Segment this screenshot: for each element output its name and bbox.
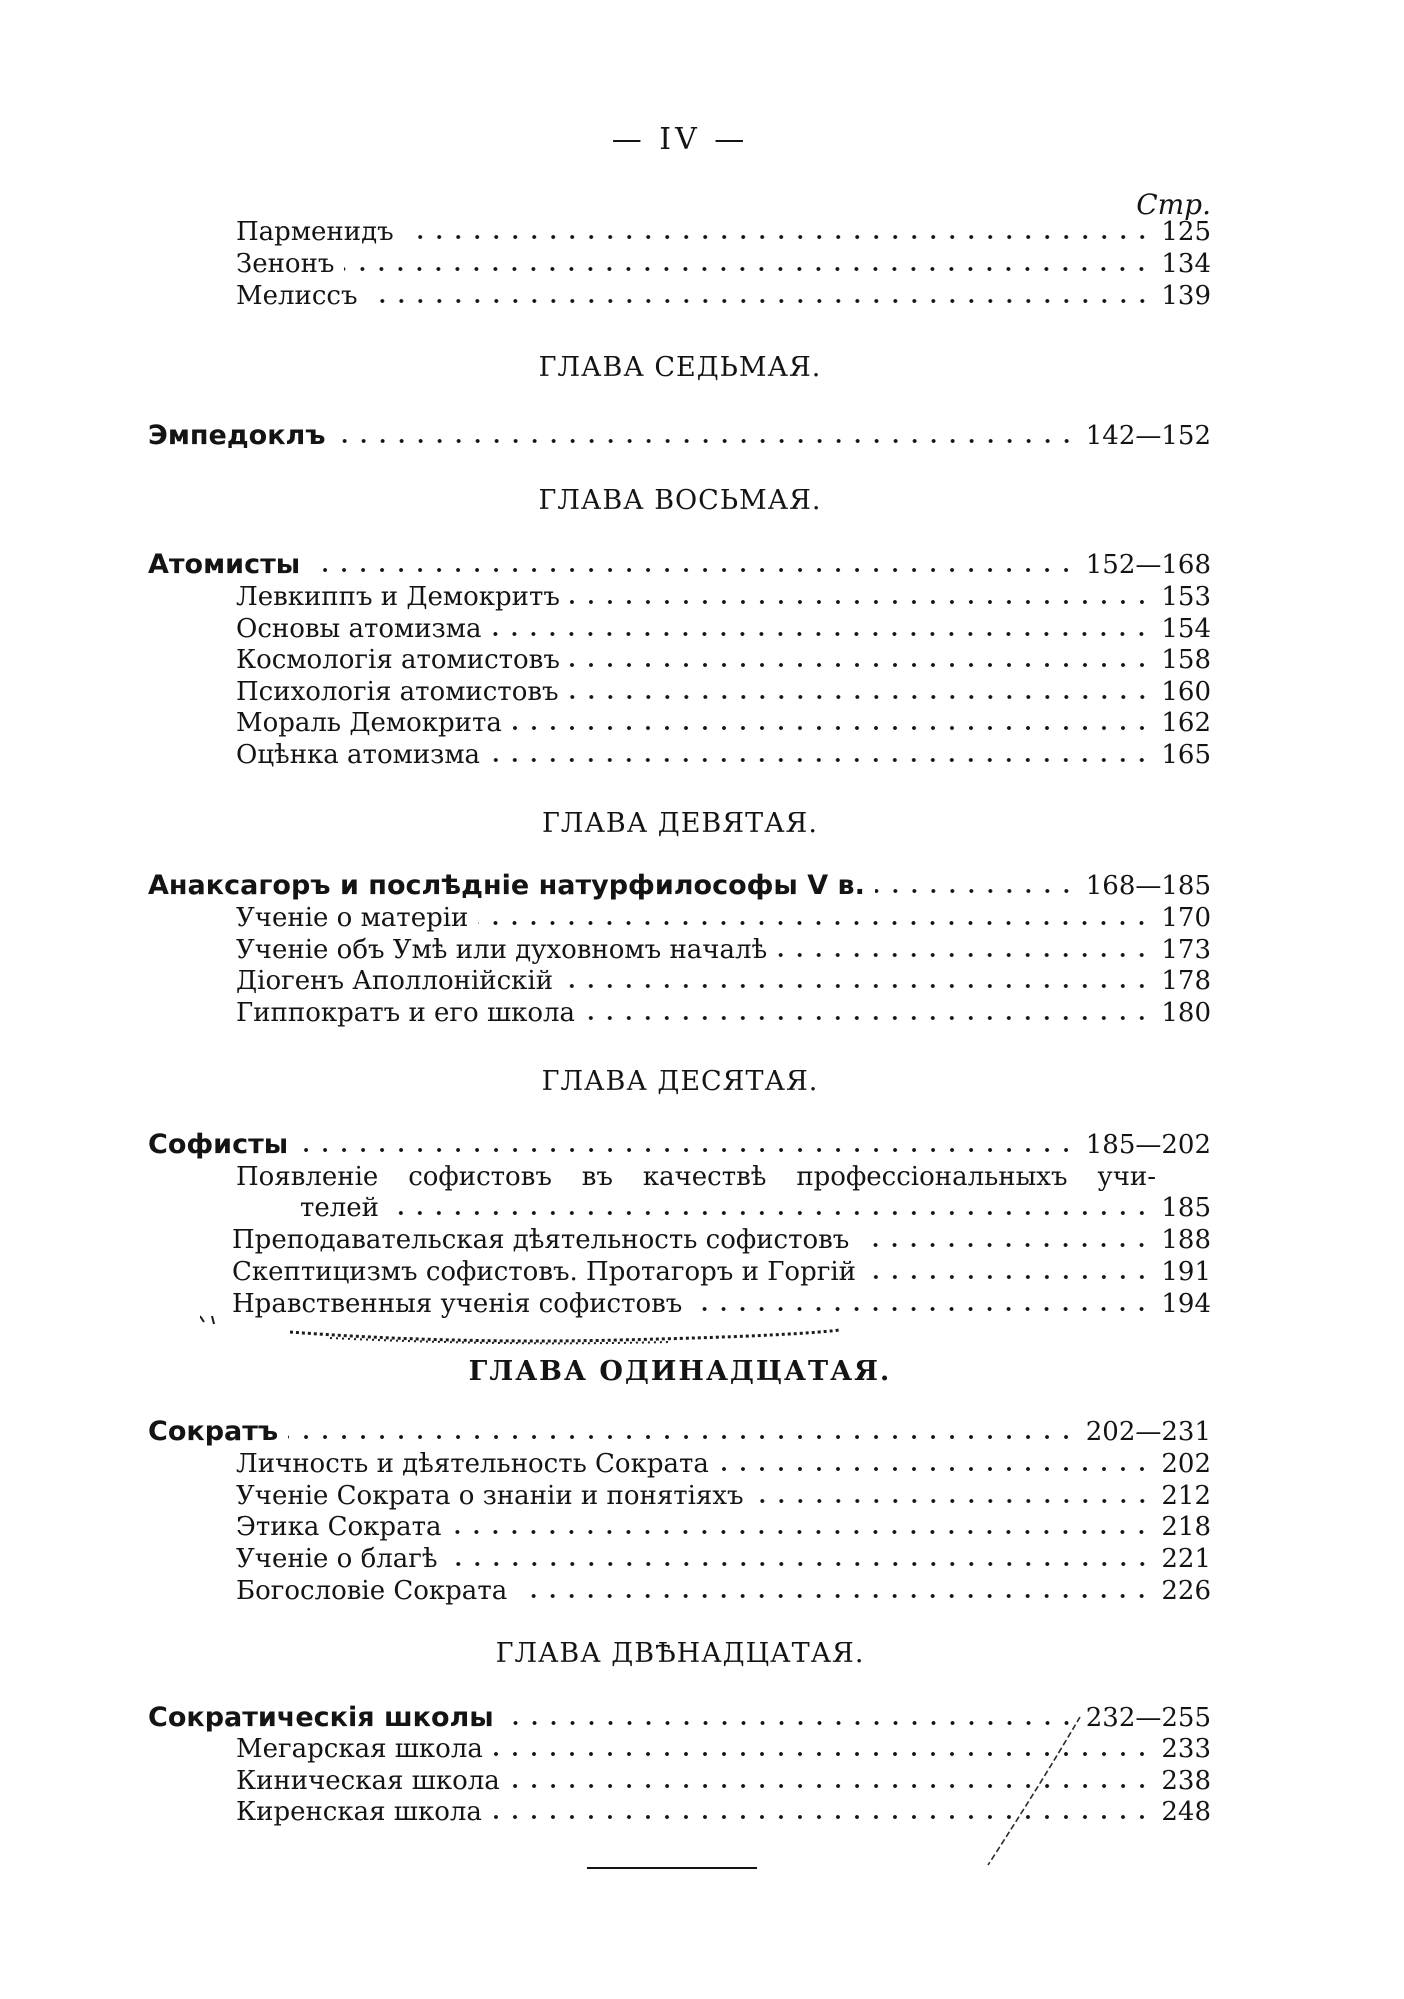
- toc-entry[interactable]: [236, 278, 1211, 312]
- toc-entry-page: 154: [1161, 614, 1211, 644]
- dot-leader: [754, 1499, 1152, 1503]
- toc-entry-page: 165: [1161, 740, 1211, 770]
- dot-leader: [491, 632, 1151, 636]
- dot-leader: [517, 1594, 1151, 1598]
- toc-entry-page: 188: [1161, 1225, 1211, 1255]
- toc-entry-page: 232—255: [1085, 1703, 1211, 1733]
- toc-entry-title: Ученіе о благѣ: [236, 1544, 438, 1574]
- toc-entry-title: Мораль Демокрита: [236, 708, 502, 738]
- toc-entry-page: 142—152: [1085, 421, 1211, 451]
- dot-leader: [859, 1243, 1151, 1247]
- toc-entry-page: 194: [1161, 1289, 1211, 1319]
- toc-main-entry[interactable]: [148, 868, 1211, 902]
- toc-entry[interactable]: [232, 1254, 1211, 1288]
- toc-entry-title: Ученіе о матеріи: [236, 903, 469, 933]
- toc-entry-title: Софисты: [148, 1129, 289, 1160]
- toc-entry-title: телей: [300, 1193, 380, 1223]
- toc-entry-page: 191: [1161, 1257, 1211, 1287]
- chapter-heading: ГЛАВА ДЕСЯТАЯ.: [541, 1066, 819, 1097]
- toc-entry-title: Сократическія школы: [148, 1702, 494, 1733]
- scan-smear: [200, 1310, 880, 1350]
- toc-entry-title: Зенонъ: [236, 249, 335, 279]
- toc-entry[interactable]: [236, 1478, 1211, 1512]
- toc-entry-page: 218: [1161, 1512, 1211, 1542]
- chapter-heading: ГЛАВА СЕДЬМАЯ.: [538, 352, 822, 383]
- toc-entry-page: 233: [1161, 1734, 1211, 1764]
- toc-entry-page: 162: [1161, 708, 1211, 738]
- toc-entry-page: 158: [1161, 645, 1211, 675]
- chapter-heading: ГЛАВА ДЕВЯТАЯ.: [542, 808, 818, 839]
- dot-leader: [310, 568, 1076, 572]
- toc-entry-page: 139: [1161, 281, 1211, 311]
- dot-leader: [344, 267, 1151, 271]
- toc-entry-page: 185—202: [1085, 1130, 1211, 1160]
- toc-entry-title: Преподавательская дѣятельность софистовъ: [232, 1225, 850, 1255]
- toc-entry-title: Ученіе Сократа о знаніи и понятіяхъ: [236, 1481, 744, 1511]
- toc-main-entry[interactable]: [148, 1127, 1211, 1161]
- toc-entry[interactable]: [236, 611, 1211, 645]
- toc-entry-title: Богословіе Сократа: [236, 1576, 508, 1606]
- toc-entry-page: 170: [1161, 903, 1211, 933]
- toc-entry-title: Скептицизмъ софистовъ. Протагоръ и Горгій: [232, 1257, 856, 1287]
- toc-entry[interactable]: [236, 674, 1211, 708]
- toc-entry[interactable]: [236, 737, 1211, 771]
- toc-entry[interactable]: [300, 1190, 1211, 1224]
- toc-entry-page: 180: [1161, 998, 1211, 1028]
- toc-entry-title: Основы атомизма: [236, 614, 482, 644]
- toc-entry-title: Ученіе объ Умѣ или духовномъ началѣ: [236, 935, 768, 965]
- dot-leader: [448, 1562, 1152, 1566]
- toc-entry-page: 202—231: [1085, 1417, 1211, 1447]
- toc-main-entry[interactable]: [148, 418, 1211, 452]
- dot-leader: [866, 1275, 1151, 1279]
- toc-entry-page: 221: [1161, 1544, 1211, 1574]
- toc-entry-page: 168—185: [1085, 871, 1211, 901]
- dot-leader: [490, 758, 1151, 762]
- toc-main-entry[interactable]: [148, 1414, 1211, 1448]
- toc-entry-title: Космологія атомистовъ: [236, 645, 560, 675]
- dot-leader: [368, 299, 1152, 303]
- page-column-label: Стр.: [1136, 188, 1211, 221]
- toc-entry-title: Парменидъ: [236, 217, 394, 247]
- toc-entry-wrapped-line: Появленіе софистовъ въ качествѣ профессіональныхъ учи-: [236, 1162, 1156, 1192]
- toc-main-entry[interactable]: [148, 547, 1211, 581]
- chapter-heading: ГЛАВА ВОСЬМАЯ.: [538, 485, 822, 516]
- toc-entry[interactable]: [236, 642, 1211, 676]
- toc-entry-page: 178: [1161, 966, 1211, 996]
- toc-entry[interactable]: [236, 1573, 1211, 1607]
- toc-entry-page: 238: [1161, 1766, 1211, 1796]
- dot-leader: [288, 1435, 1076, 1439]
- dot-leader: [451, 1530, 1151, 1534]
- dot-leader: [875, 889, 1076, 893]
- toc-entry[interactable]: [236, 1541, 1211, 1575]
- toc-entry-page: 173: [1161, 935, 1211, 965]
- chapter-heading: ГЛАВА ДВѢНАДЦАТАЯ.: [495, 1638, 865, 1669]
- toc-entry[interactable]: [236, 963, 1211, 997]
- dot-leader: [585, 1016, 1151, 1020]
- toc-entry-title: Гиппократъ и его школа: [236, 998, 576, 1028]
- toc-entry-title: Левкиппъ и Демокритъ: [236, 582, 560, 612]
- toc-entry-page: 248: [1161, 1797, 1211, 1827]
- toc-entry-title: Эмпедоклъ: [148, 420, 326, 451]
- closing-rule: [587, 1867, 757, 1869]
- toc-entry[interactable]: [236, 214, 1211, 248]
- dot-leader: [298, 1148, 1076, 1152]
- toc-entry[interactable]: [236, 579, 1211, 613]
- chapter-heading: ГЛАВА ОДИНАДЦАТАЯ.: [468, 1356, 892, 1387]
- toc-entry[interactable]: [236, 900, 1211, 934]
- toc-entry-page: 202: [1161, 1449, 1211, 1479]
- toc-entry-page: 212: [1161, 1481, 1211, 1511]
- toc-entry-title: Психологія атомистовъ: [236, 677, 559, 707]
- toc-entry[interactable]: [236, 1509, 1211, 1543]
- toc-entry-page: 152—168: [1085, 550, 1211, 580]
- toc-entry-page: 153: [1161, 582, 1211, 612]
- dot-leader: [570, 600, 1151, 604]
- dot-leader: [336, 439, 1076, 443]
- dot-leader: [563, 984, 1151, 988]
- toc-entry-title: Киническая школа: [236, 1766, 500, 1796]
- dot-leader: [404, 235, 1152, 239]
- toc-entry-title: Оцѣнка атомизма: [236, 740, 481, 770]
- toc-entry-title: Личность и дѣятельность Сократа: [236, 1449, 709, 1479]
- toc-entry-title: Этика Сократа: [236, 1512, 442, 1542]
- toc-entry-title: Атомисты: [148, 549, 301, 580]
- dot-leader: [777, 953, 1151, 957]
- toc-entry-title: Сократъ: [148, 1416, 279, 1447]
- toc-entry-title: Нравственныя ученія софистовъ: [232, 1289, 683, 1319]
- toc-entry-page: 226: [1161, 1576, 1211, 1606]
- dot-leader: [478, 921, 1151, 925]
- toc-entry[interactable]: [232, 1222, 1211, 1256]
- toc-entry-title: Анаксагоръ и послѣдніе натурфилософы V в.: [148, 870, 865, 901]
- dot-leader: [569, 695, 1152, 699]
- toc-entry[interactable]: [236, 932, 1211, 966]
- dot-leader: [719, 1467, 1151, 1471]
- pencil-stroke-mark: [980, 1715, 1090, 1875]
- toc-entry-page: 125: [1161, 217, 1211, 247]
- toc-entry[interactable]: [236, 246, 1211, 280]
- toc-entry-page: 185: [1161, 1193, 1211, 1223]
- toc-entry-page: 134: [1161, 249, 1211, 279]
- toc-entry[interactable]: [236, 705, 1211, 739]
- toc-entry[interactable]: [236, 1446, 1211, 1480]
- dot-leader: [389, 1211, 1151, 1215]
- toc-entry-title: Киренская школа: [236, 1797, 482, 1827]
- toc-entry-title: Мелиссъ: [236, 281, 358, 311]
- dot-leader: [570, 663, 1152, 667]
- toc-entry[interactable]: [236, 995, 1211, 1029]
- dot-leader: [512, 726, 1151, 730]
- page-number: — IV —: [611, 122, 749, 157]
- toc-entry-title: Діогенъ Аполлонійскій: [236, 966, 554, 996]
- toc-entry-page: 160: [1161, 677, 1211, 707]
- toc-entry-title: Мегарская школа: [236, 1734, 483, 1764]
